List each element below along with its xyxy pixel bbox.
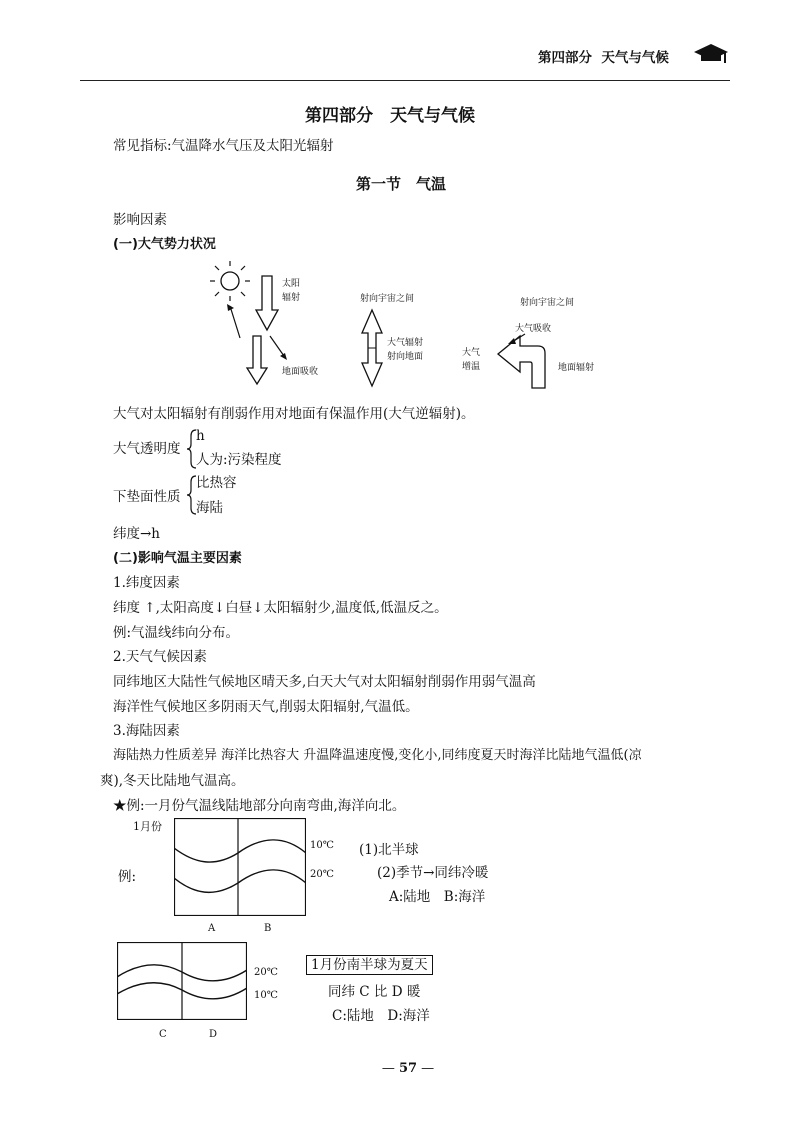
transparency-item-2: 人为:污染程度 xyxy=(196,452,282,468)
chart1-isotherm-bottom: 20℃ xyxy=(310,869,334,880)
diagram-space-label-mid: 射向宇宙之间 xyxy=(360,294,415,304)
chart1-note-2: (2)季节→同纬冷暖 xyxy=(377,865,489,881)
diagram-atm-rad-2: 射向地面 xyxy=(387,352,424,362)
factor-1-example: 例:气温线纬向分布。 xyxy=(113,625,240,641)
factor-3-text-2: 爽),冬天比陆地气温高。 xyxy=(100,773,245,789)
diagram-ground-absorb: 地面吸收 xyxy=(282,367,319,377)
diagram-atm-rad-1: 大气辐射 xyxy=(387,338,424,348)
factor-2-text-2: 海洋性气候地区多阴雨天气,削弱太阳辐射,气温低。 xyxy=(113,699,419,715)
diagram-atm-warm-1: 大气 xyxy=(462,348,481,358)
chart1-month-label: 1月份 xyxy=(133,820,162,833)
factor-3-text-1: 海陆热力性质差异 海洋比热容大 升温降温速度慢,变化小,同纬度夏天时海洋比陆地气温低(凉 xyxy=(113,748,642,763)
header-rule xyxy=(80,80,730,81)
surface-item-1: 比热容 xyxy=(196,475,237,491)
surface-item-2: 海陆 xyxy=(196,500,223,516)
chart1-example-label: 例: xyxy=(118,869,137,885)
part-title: 第四部分 天气与气候 xyxy=(305,106,475,126)
running-header xyxy=(538,46,669,66)
chart2-label-c: C xyxy=(159,1029,167,1040)
chart1-label-a: A xyxy=(208,923,216,934)
diagram-ground-rad: 地面辐射 xyxy=(558,363,595,373)
star-example: ★例:一月份气温线陆地部分向南弯曲,海洋向北。 xyxy=(113,798,406,814)
factor-2-title: 2.天气气候因素 xyxy=(113,649,207,665)
subsection-heading-1: (一)大气势力状况 xyxy=(113,237,216,252)
sun-icon xyxy=(210,261,250,301)
section-title: 第一节 气温 xyxy=(356,175,447,193)
factor-2-text-1: 同纬地区大陆性气候地区晴天多,白天大气对太阳辐射削弱作用弱气温高 xyxy=(113,674,536,690)
transparency-label: 大气透明度 xyxy=(113,441,181,457)
page-number-wrap: — 57 — xyxy=(381,1061,435,1076)
chart2-isotherm-bottom: 10℃ xyxy=(254,990,278,1001)
chart2-note-1: 同纬 C 比 D 暖 xyxy=(328,984,421,1000)
surface-label: 下垫面性质 xyxy=(113,489,181,505)
isotherm-chart-1 xyxy=(174,818,306,916)
page-number: 57 xyxy=(398,1061,418,1076)
factor-1-text: 纬度 ↑,太阳高度↓白昼↓太阳辐射少,温度低,低温反之。 xyxy=(113,600,448,616)
chart2-note-2: C:陆地 D:海洋 xyxy=(332,1008,430,1024)
chart1-note-1: (1)北半球 xyxy=(359,842,419,858)
chart1-isotherm-top: 10℃ xyxy=(310,840,334,851)
chart1-label-b: B xyxy=(264,923,272,934)
effect-sentence: 大气对太阳辐射有削弱作用对地面有保温作用(大气逆辐射)。 xyxy=(113,406,475,422)
running-header-section: 第四部分 xyxy=(538,50,592,66)
indicators-line: 常见指标:气温降水气压及太阳光辐射 xyxy=(113,138,334,154)
atmosphere-radiation-diagram xyxy=(190,258,630,393)
chart2-isotherm-top: 20℃ xyxy=(254,967,278,978)
factors-heading: 影响因素 xyxy=(113,212,167,228)
diagram-atm-warm-2: 增温 xyxy=(462,362,481,372)
factor-3-title: 3.海陆因素 xyxy=(113,723,180,739)
latitude-h: 纬度→h xyxy=(113,526,161,542)
diagram-space-label-right: 射向宇宙之间 xyxy=(520,298,575,308)
factor-1-title: 1.纬度因素 xyxy=(113,575,180,591)
diagram-atm-absorb: 大气吸收 xyxy=(515,324,552,334)
isotherm-chart-2 xyxy=(117,942,247,1020)
subsection-heading-2: (二)影响气温主要因素 xyxy=(113,551,242,566)
diagram-solar-label-2: 辐射 xyxy=(282,293,301,303)
graduation-cap-icon xyxy=(692,40,730,66)
transparency-item-1: h xyxy=(196,428,205,444)
chart2-boxed-note: 1月份南半球为夏天 xyxy=(306,955,433,975)
running-header-title: 天气与气候 xyxy=(601,50,669,66)
chart2-label-d: D xyxy=(209,1029,218,1040)
diagram-solar-label-1: 太阳 xyxy=(282,279,301,289)
chart1-note-3: A:陆地 B:海洋 xyxy=(389,889,486,905)
